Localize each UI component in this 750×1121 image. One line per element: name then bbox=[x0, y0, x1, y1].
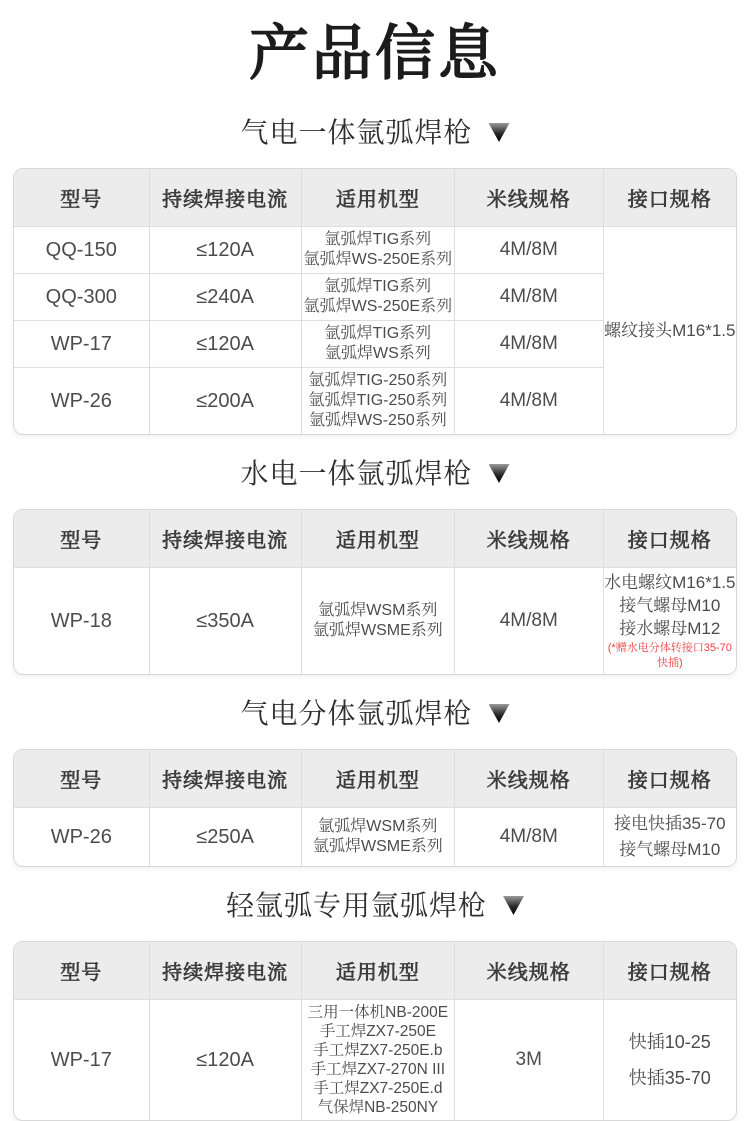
page-title: 产品信息 bbox=[249, 20, 501, 87]
sections-container bbox=[0, 110, 750, 1121]
table-row bbox=[14, 808, 736, 867]
cell-machines: 三用一体机NB-200E 手工焊ZX7-250E 手工焊ZX7-250E.b 手工焊ZX7-270N III 手工焊ZX7-250E.d 气保焊NB-250NY bbox=[301, 1000, 454, 1121]
cell-model: QQ-300 bbox=[14, 274, 149, 321]
section-header bbox=[0, 451, 750, 497]
table-row bbox=[14, 227, 736, 274]
column-header: 适用机型 bbox=[301, 169, 454, 227]
column-header: 型号 bbox=[14, 750, 149, 808]
column-header: 米线规格 bbox=[454, 750, 603, 808]
column-header: 适用机型 bbox=[301, 510, 454, 568]
cell-model: QQ-150 bbox=[14, 227, 149, 274]
column-header: 持续焊接电流 bbox=[149, 169, 301, 227]
cell-machines: 氩弧焊TIG系列 氩弧焊WS-250E系列 bbox=[301, 227, 454, 274]
column-header: 型号 bbox=[14, 169, 149, 227]
section-title: 气电分体氩弧焊枪 bbox=[240, 698, 473, 729]
section-title: 气电一体氩弧焊枪 bbox=[240, 117, 473, 148]
cell-cable: 4M/8M bbox=[454, 368, 603, 435]
product-section bbox=[0, 110, 750, 435]
triangle-down-icon bbox=[489, 123, 510, 142]
product-section bbox=[0, 691, 750, 867]
cell-cable: 4M/8M bbox=[454, 227, 603, 274]
table-header-row bbox=[14, 510, 736, 568]
cell-cable: 4M/8M bbox=[454, 808, 603, 867]
spec-table-wrap bbox=[13, 749, 737, 867]
spec-table bbox=[14, 169, 736, 434]
table-row bbox=[14, 1000, 736, 1121]
column-header: 接口规格 bbox=[603, 942, 736, 1000]
cell-interface: 接电快插35-70 接气螺母M10 bbox=[603, 808, 736, 867]
spec-table-wrap bbox=[13, 168, 737, 435]
triangle-down-icon bbox=[503, 896, 524, 915]
cell-model: WP-17 bbox=[14, 321, 149, 368]
cell-cable: 4M/8M bbox=[454, 568, 603, 675]
section-title: 水电一体氩弧焊枪 bbox=[240, 458, 473, 489]
section-header bbox=[0, 110, 750, 156]
column-header: 米线规格 bbox=[454, 169, 603, 227]
cell-cable: 4M/8M bbox=[454, 274, 603, 321]
cell-current: ≤350A bbox=[149, 568, 301, 675]
cell-machines: 氩弧焊WSM系列 氩弧焊WSME系列 bbox=[301, 808, 454, 867]
cell-interface: 快插10-25 快插35-70 bbox=[603, 1000, 736, 1121]
cell-model: WP-18 bbox=[14, 568, 149, 675]
cell-cable: 4M/8M bbox=[454, 321, 603, 368]
cell-current: ≤250A bbox=[149, 808, 301, 867]
cell-current: ≤200A bbox=[149, 368, 301, 435]
cell-cable: 3M bbox=[454, 1000, 603, 1121]
column-header: 接口规格 bbox=[603, 750, 736, 808]
table-row bbox=[14, 568, 736, 675]
section-header bbox=[0, 691, 750, 737]
section-title: 轻氩弧专用氩弧焊枪 bbox=[225, 890, 487, 921]
column-header: 型号 bbox=[14, 510, 149, 568]
spec-table bbox=[14, 510, 736, 674]
column-header: 持续焊接电流 bbox=[149, 942, 301, 1000]
cell-model: WP-17 bbox=[14, 1000, 149, 1121]
spec-table-wrap bbox=[13, 941, 737, 1121]
column-header: 持续焊接电流 bbox=[149, 750, 301, 808]
spec-table bbox=[14, 750, 736, 866]
column-header: 接口规格 bbox=[603, 510, 736, 568]
column-header: 米线规格 bbox=[454, 510, 603, 568]
spec-table-wrap bbox=[13, 509, 737, 675]
cell-model: WP-26 bbox=[14, 368, 149, 435]
cell-current: ≤120A bbox=[149, 321, 301, 368]
column-header: 米线规格 bbox=[454, 942, 603, 1000]
column-header: 持续焊接电流 bbox=[149, 510, 301, 568]
column-header: 适用机型 bbox=[301, 750, 454, 808]
cell-current: ≤120A bbox=[149, 1000, 301, 1121]
product-section bbox=[0, 451, 750, 675]
cell-current: ≤120A bbox=[149, 227, 301, 274]
cell-machines: 氩弧焊TIG系列 氩弧焊WS系列 bbox=[301, 321, 454, 368]
column-header: 接口规格 bbox=[603, 169, 736, 227]
spec-table bbox=[14, 942, 736, 1120]
cell-model: WP-26 bbox=[14, 808, 149, 867]
column-header: 适用机型 bbox=[301, 942, 454, 1000]
triangle-down-icon bbox=[489, 704, 510, 723]
section-header bbox=[0, 883, 750, 929]
table-header-row bbox=[14, 169, 736, 227]
cell-interface-merged: 螺纹接头M16*1.5 bbox=[603, 227, 736, 435]
table-header-row bbox=[14, 942, 736, 1000]
cell-current: ≤240A bbox=[149, 274, 301, 321]
cell-machines: 氩弧焊TIG系列 氩弧焊WS-250E系列 bbox=[301, 274, 454, 321]
product-info-page bbox=[0, 14, 750, 1121]
cell-machines: 氩弧焊WSM系列 氩弧焊WSME系列 bbox=[301, 568, 454, 675]
cell-machines: 氩弧焊TIG-250系列 氩弧焊TIG-250系列 氩弧焊WS-250系列 bbox=[301, 368, 454, 435]
gift-note: (*赠水电分体转接口35-70快插) bbox=[607, 642, 732, 669]
table-header-row bbox=[14, 750, 736, 808]
cell-interface: 水电螺纹M16*1.5 接气螺母M10 接水螺母M12 (*赠水电分体转接口35-70快插) bbox=[603, 568, 736, 675]
column-header: 型号 bbox=[14, 942, 149, 1000]
triangle-down-icon bbox=[489, 464, 510, 483]
product-section bbox=[0, 883, 750, 1121]
